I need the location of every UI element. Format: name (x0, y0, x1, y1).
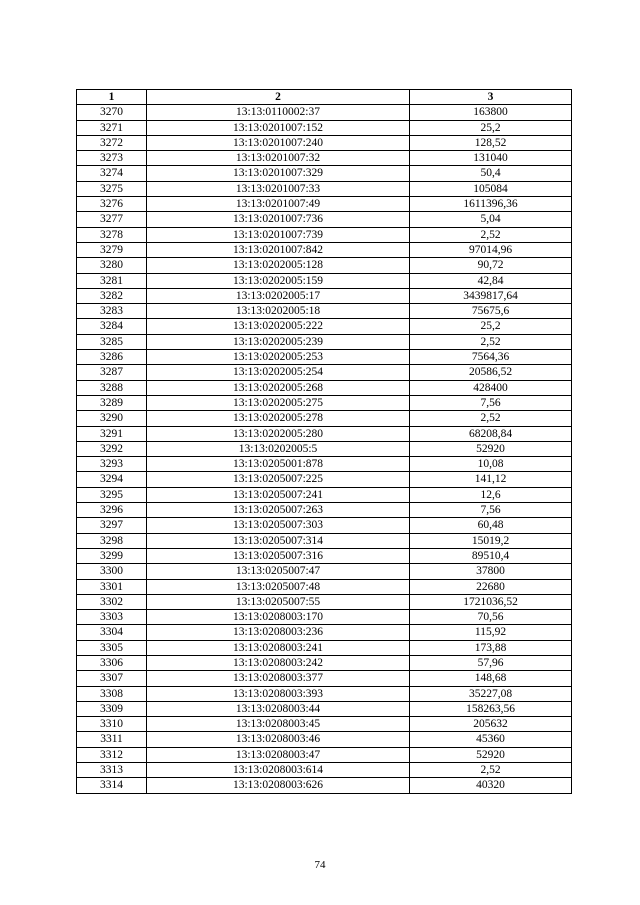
cadastral-number-cell: 13:13:0205007:225 (147, 472, 410, 487)
row-number-cell: 3295 (77, 487, 147, 502)
row-number-cell: 3294 (77, 472, 147, 487)
cadastral-number-cell: 13:13:0205007:48 (147, 579, 410, 594)
value-cell: 75675,6 (410, 304, 572, 319)
value-cell: 25,2 (410, 120, 572, 135)
cadastral-number-cell: 13:13:0205007:316 (147, 548, 410, 563)
table-body (77, 105, 572, 793)
cadastral-number-cell: 13:13:0208003:242 (147, 655, 410, 670)
cadastral-number-cell: 13:13:0202005:268 (147, 380, 410, 395)
value-cell: 70,56 (410, 610, 572, 625)
cadastral-number-cell: 13:13:0202005:254 (147, 365, 410, 380)
row-number-cell: 3303 (77, 610, 147, 625)
table-row (77, 395, 572, 410)
value-cell: 428400 (410, 380, 572, 395)
row-number-cell: 3305 (77, 640, 147, 655)
cadastral-number-cell: 13:13:0202005:17 (147, 288, 410, 303)
table-row (77, 457, 572, 472)
table-row (77, 411, 572, 426)
cadastral-number-cell: 13:13:0205007:47 (147, 564, 410, 579)
row-number-cell: 3273 (77, 151, 147, 166)
row-number-cell: 3314 (77, 778, 147, 793)
cadastral-number-cell: 13:13:0202005:5 (147, 441, 410, 456)
table-row (77, 640, 572, 655)
table-row (77, 732, 572, 747)
table-row (77, 518, 572, 533)
row-number-cell: 3280 (77, 258, 147, 273)
data-table (76, 89, 572, 794)
table-row (77, 747, 572, 762)
value-cell: 7,56 (410, 395, 572, 410)
value-cell: 7564,36 (410, 350, 572, 365)
table-row (77, 288, 572, 303)
column-header-1: 1 (77, 90, 147, 105)
header-row (77, 90, 572, 105)
table-row (77, 778, 572, 793)
table-row (77, 487, 572, 502)
cadastral-number-cell: 13:13:0205007:263 (147, 503, 410, 518)
cadastral-number-cell: 13:13:0205001:878 (147, 457, 410, 472)
table-row (77, 197, 572, 212)
row-number-cell: 3304 (77, 625, 147, 640)
table-row (77, 135, 572, 150)
row-number-cell: 3270 (77, 105, 147, 120)
cadastral-number-cell: 13:13:0208003:393 (147, 686, 410, 701)
cadastral-number-cell: 13:13:0205007:241 (147, 487, 410, 502)
value-cell: 2,52 (410, 227, 572, 242)
table-row (77, 258, 572, 273)
row-number-cell: 3297 (77, 518, 147, 533)
row-number-cell: 3279 (77, 242, 147, 257)
table-row (77, 610, 572, 625)
table-row (77, 686, 572, 701)
row-number-cell: 3302 (77, 594, 147, 609)
cadastral-number-cell: 13:13:0202005:278 (147, 411, 410, 426)
table-row (77, 701, 572, 716)
value-cell: 60,48 (410, 518, 572, 533)
table-row (77, 503, 572, 518)
table-row (77, 273, 572, 288)
cadastral-number-cell: 13:13:0201007:33 (147, 181, 410, 196)
row-number-cell: 3307 (77, 671, 147, 686)
table-row (77, 763, 572, 778)
value-cell: 158263,56 (410, 701, 572, 716)
table-row (77, 319, 572, 334)
cadastral-number-cell: 13:13:0208003:44 (147, 701, 410, 716)
value-cell: 52920 (410, 747, 572, 762)
value-cell: 42,84 (410, 273, 572, 288)
page-number: 74 (314, 859, 326, 871)
cadastral-number-cell: 13:13:0205007:303 (147, 518, 410, 533)
cadastral-number-cell: 13:13:0201007:329 (147, 166, 410, 181)
value-cell: 141,12 (410, 472, 572, 487)
table-row (77, 426, 572, 441)
row-number-cell: 3286 (77, 350, 147, 365)
row-number-cell: 3288 (77, 380, 147, 395)
value-cell: 10,08 (410, 457, 572, 472)
value-cell: 25,2 (410, 319, 572, 334)
row-number-cell: 3308 (77, 686, 147, 701)
row-number-cell: 3309 (77, 701, 147, 716)
value-cell: 45360 (410, 732, 572, 747)
cadastral-number-cell: 13:13:0208003:46 (147, 732, 410, 747)
row-number-cell: 3277 (77, 212, 147, 227)
value-cell: 163800 (410, 105, 572, 120)
cadastral-number-cell: 13:13:0201007:32 (147, 151, 410, 166)
value-cell: 20586,52 (410, 365, 572, 380)
table-row (77, 365, 572, 380)
value-cell: 148,68 (410, 671, 572, 686)
row-number-cell: 3278 (77, 227, 147, 242)
value-cell: 2,52 (410, 334, 572, 349)
row-number-cell: 3298 (77, 533, 147, 548)
value-cell: 15019,2 (410, 533, 572, 548)
value-cell: 37800 (410, 564, 572, 579)
value-cell: 2,52 (410, 763, 572, 778)
cadastral-number-cell: 13:13:0201007:152 (147, 120, 410, 135)
value-cell: 12,6 (410, 487, 572, 502)
value-cell: 2,52 (410, 411, 572, 426)
row-number-cell: 3312 (77, 747, 147, 762)
cadastral-number-cell: 13:13:0208003:236 (147, 625, 410, 640)
column-header-2: 2 (147, 90, 410, 105)
cadastral-number-cell: 13:13:0202005:253 (147, 350, 410, 365)
value-cell: 22680 (410, 579, 572, 594)
value-cell: 50,4 (410, 166, 572, 181)
value-cell: 7,56 (410, 503, 572, 518)
cadastral-number-cell: 13:13:0201007:240 (147, 135, 410, 150)
cadastral-number-cell: 13:13:0202005:159 (147, 273, 410, 288)
row-number-cell: 3292 (77, 441, 147, 456)
row-number-cell: 3271 (77, 120, 147, 135)
table-row (77, 212, 572, 227)
cadastral-number-cell: 13:13:0208003:626 (147, 778, 410, 793)
cadastral-number-cell: 13:13:0208003:170 (147, 610, 410, 625)
row-number-cell: 3284 (77, 319, 147, 334)
cadastral-number-cell: 13:13:0202005:18 (147, 304, 410, 319)
table-row (77, 548, 572, 563)
column-header-3: 3 (410, 90, 572, 105)
row-number-cell: 3275 (77, 181, 147, 196)
table-row (77, 579, 572, 594)
cadastral-number-cell: 13:13:0205007:314 (147, 533, 410, 548)
cadastral-number-cell: 13:13:0201007:842 (147, 242, 410, 257)
table-row (77, 350, 572, 365)
table-row (77, 242, 572, 257)
value-cell: 3439817,64 (410, 288, 572, 303)
cadastral-number-cell: 13:13:0208003:377 (147, 671, 410, 686)
value-cell: 105084 (410, 181, 572, 196)
row-number-cell: 3289 (77, 395, 147, 410)
value-cell: 128,52 (410, 135, 572, 150)
row-number-cell: 3306 (77, 655, 147, 670)
table-row (77, 671, 572, 686)
table-row (77, 380, 572, 395)
cadastral-number-cell: 13:13:0201007:739 (147, 227, 410, 242)
row-number-cell: 3274 (77, 166, 147, 181)
value-cell: 131040 (410, 151, 572, 166)
row-number-cell: 3301 (77, 579, 147, 594)
cadastral-number-cell: 13:13:0202005:222 (147, 319, 410, 334)
cadastral-number-cell: 13:13:0201007:736 (147, 212, 410, 227)
cadastral-number-cell: 13:13:0202005:239 (147, 334, 410, 349)
row-number-cell: 3299 (77, 548, 147, 563)
value-cell: 205632 (410, 717, 572, 732)
cadastral-number-cell: 13:13:0208003:47 (147, 747, 410, 762)
value-cell: 89510,4 (410, 548, 572, 563)
table-row (77, 564, 572, 579)
table-row (77, 166, 572, 181)
value-cell: 57,96 (410, 655, 572, 670)
table-row (77, 334, 572, 349)
value-cell: 97014,96 (410, 242, 572, 257)
value-cell: 35227,08 (410, 686, 572, 701)
cadastral-number-cell: 13:13:0201007:49 (147, 197, 410, 212)
value-cell: 90,72 (410, 258, 572, 273)
table-row (77, 304, 572, 319)
cadastral-number-cell: 13:13:0202005:128 (147, 258, 410, 273)
row-number-cell: 3291 (77, 426, 147, 441)
cadastral-number-cell: 13:13:0208003:241 (147, 640, 410, 655)
cadastral-number-cell: 13:13:0110002:37 (147, 105, 410, 120)
cadastral-number-cell: 13:13:0202005:280 (147, 426, 410, 441)
row-number-cell: 3293 (77, 457, 147, 472)
value-cell: 115,92 (410, 625, 572, 640)
row-number-cell: 3276 (77, 197, 147, 212)
cadastral-number-cell: 13:13:0208003:45 (147, 717, 410, 732)
table-row (77, 151, 572, 166)
row-number-cell: 3282 (77, 288, 147, 303)
row-number-cell: 3313 (77, 763, 147, 778)
table-row (77, 227, 572, 242)
table-row (77, 717, 572, 732)
table-header (77, 90, 572, 105)
value-cell: 40320 (410, 778, 572, 793)
cadastral-number-cell: 13:13:0202005:275 (147, 395, 410, 410)
table-row (77, 625, 572, 640)
value-cell: 52920 (410, 441, 572, 456)
row-number-cell: 3310 (77, 717, 147, 732)
row-number-cell: 3300 (77, 564, 147, 579)
row-number-cell: 3311 (77, 732, 147, 747)
table-row (77, 120, 572, 135)
table-row (77, 472, 572, 487)
row-number-cell: 3287 (77, 365, 147, 380)
value-cell: 5,04 (410, 212, 572, 227)
row-number-cell: 3296 (77, 503, 147, 518)
table-row (77, 181, 572, 196)
value-cell: 1611396,36 (410, 197, 572, 212)
cadastral-number-cell: 13:13:0208003:614 (147, 763, 410, 778)
row-number-cell: 3285 (77, 334, 147, 349)
row-number-cell: 3290 (77, 411, 147, 426)
table-row (77, 105, 572, 120)
table-row (77, 594, 572, 609)
table-row (77, 655, 572, 670)
table-row (77, 533, 572, 548)
value-cell: 173,88 (410, 640, 572, 655)
row-number-cell: 3283 (77, 304, 147, 319)
value-cell: 68208,84 (410, 426, 572, 441)
row-number-cell: 3281 (77, 273, 147, 288)
table-row (77, 441, 572, 456)
row-number-cell: 3272 (77, 135, 147, 150)
value-cell: 1721036,52 (410, 594, 572, 609)
cadastral-number-cell: 13:13:0205007:55 (147, 594, 410, 609)
